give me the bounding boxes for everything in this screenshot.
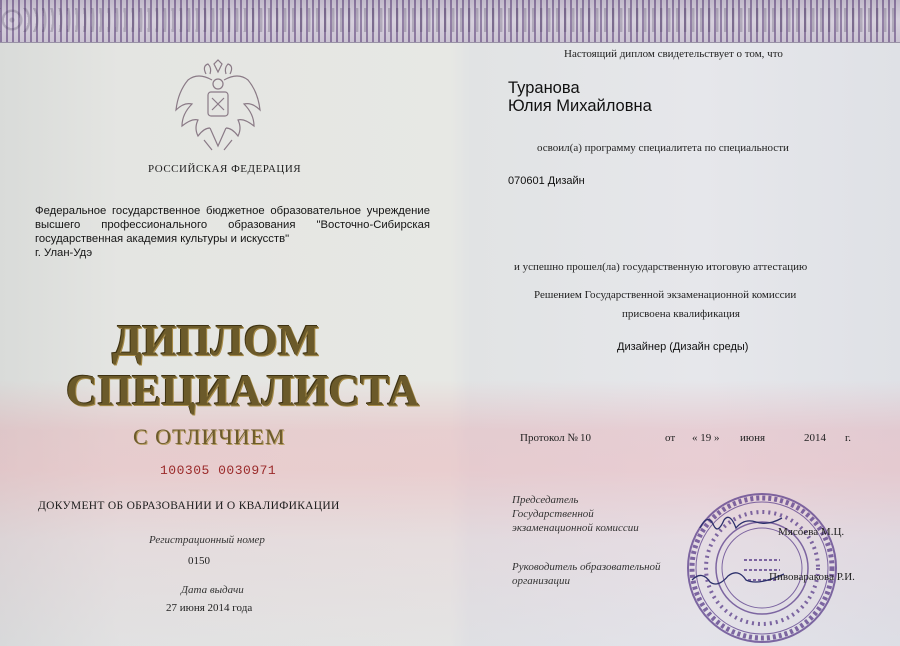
issue-date: 27 июня 2014 года <box>166 602 253 614</box>
institution-line: государственная академия культуры и искусств" <box>35 233 290 245</box>
certifies-text: Настоящий диплом свидетельствует о том, что <box>564 48 783 60</box>
diploma-honors: С ОТЛИЧИЕМ <box>133 424 286 449</box>
document-type: ДОКУМЕНТ ОБ ОБРАЗОВАНИИ И О КВАЛИФИКАЦИИ <box>38 500 340 512</box>
issue-date-label: Дата выдачи <box>181 584 244 596</box>
attestation-text: и успешно прошел(ла) государственную итоговую аттестацию <box>514 261 808 273</box>
serial-number: 100305 0030971 <box>160 463 277 478</box>
qualification-awarded-text: присвоена квалификация <box>622 308 740 320</box>
program-text: освоил(а) программу специалитета по специальности <box>537 142 789 154</box>
protocol-day: « 19 » <box>692 432 720 444</box>
holder-surname: Туранова <box>508 79 580 97</box>
country-name: РОССИЙСКАЯ ФЕДЕРАЦИЯ <box>148 163 302 175</box>
chair-signature <box>696 508 786 538</box>
institution-city: г. Улан-Удэ <box>35 247 93 259</box>
registration-number: 0150 <box>188 555 210 567</box>
head-title-line: организации <box>512 575 571 587</box>
chair-title-line: экзаменационной комиссии <box>512 522 639 534</box>
protocol-number: 10 <box>580 432 591 444</box>
diploma-title: ДИПЛОМ <box>112 316 320 365</box>
band-pattern <box>0 8 900 32</box>
institution-line: высшего профессионального образования "Восточно-Сибирская <box>35 219 430 231</box>
registration-label: Регистрационный номер <box>149 534 265 546</box>
head-title-line: Руководитель образовательной <box>512 561 661 573</box>
qualification: Дизайнер (Дизайн среды) <box>617 341 749 353</box>
institution-name <box>35 204 430 260</box>
protocol-year: 2014 <box>804 432 826 444</box>
chair-title <box>512 493 672 535</box>
specialty: 070601 Дизайн <box>508 175 585 187</box>
head-name: Пивоваракова Р.И. <box>769 571 855 583</box>
protocol-year-suffix: г. <box>845 432 852 444</box>
chair-title-line: Государственной <box>512 508 594 520</box>
chair-name: Мясоева М.Ц. <box>778 526 845 538</box>
diploma-title-specialist: СПЕЦИАЛИСТА <box>66 366 420 415</box>
holder-given-names: Юлия Михайловна <box>508 97 652 115</box>
institution-line: Федеральное государственное бюджетное образовательное учреждение <box>35 205 430 217</box>
commission-decision-text: Решением Государственной экзаменационной комиссии <box>534 289 797 301</box>
head-title <box>512 560 702 588</box>
chair-title-line: Председатель <box>512 494 579 506</box>
ornamental-top-band <box>0 0 900 43</box>
protocol-month: июня <box>740 432 766 444</box>
protocol-label: Протокол № <box>520 432 578 444</box>
protocol-from: от <box>665 432 676 444</box>
double-headed-eagle-emblem-icon <box>168 58 268 154</box>
